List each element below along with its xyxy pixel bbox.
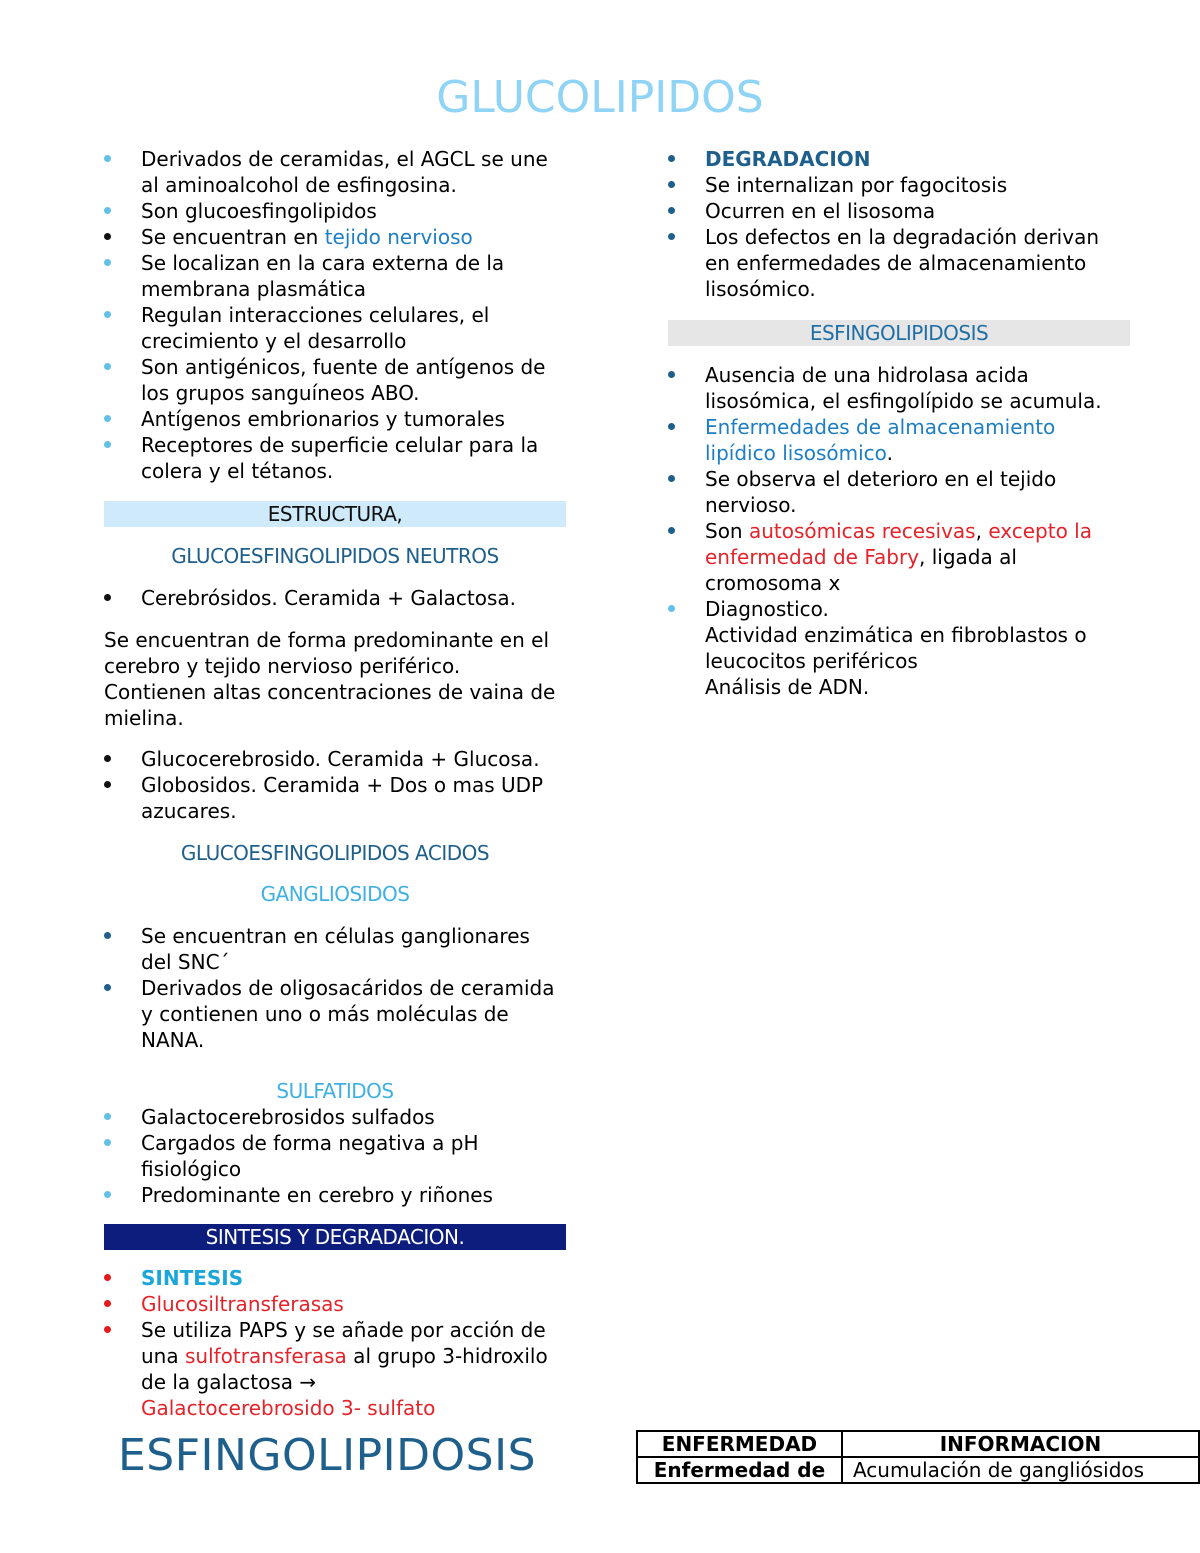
list-item: Se localizan en la cara externa de la membrana plasmática	[104, 250, 566, 302]
list-item: Ausencia de una hidrolasa acida lisosómica, el esfingolípido se acumula.	[668, 362, 1130, 414]
list-item: Cargados de forma negativa a pH fisiológico	[104, 1130, 566, 1182]
list-item: Se observa el deterioro en el tejido nervioso.	[668, 466, 1130, 518]
list-item: Son autosómicas recesivas, excepto la enfermedad de Fabry, ligada al cromosoma x	[668, 518, 1130, 596]
bullet-icon	[104, 415, 111, 422]
bullet-icon	[668, 423, 675, 430]
list-item: Se utiliza PAPS y se añade por acción de una sulfotransferasa al grupo 3-hidroxilo de la galactosa → Galactocerebrosido 3- sulfato	[104, 1317, 566, 1421]
bullet-icon	[104, 594, 111, 601]
list-item: Se internalizan por fagocitosis	[668, 172, 1130, 198]
left-column	[104, 146, 566, 1421]
bullet-icon	[668, 233, 675, 240]
table-header: ENFERMEDAD	[637, 1431, 842, 1457]
table-row	[637, 1457, 1199, 1483]
list-item: Enfermedades de almacenamiento lipídico lisosómico.	[668, 414, 1130, 466]
bullet-icon	[104, 932, 111, 939]
bullet-icon	[104, 233, 111, 240]
table-header-row	[637, 1431, 1199, 1457]
highlight-text: tejido nervioso	[324, 225, 473, 249]
bullet-icon	[104, 781, 111, 788]
bullet-icon	[668, 181, 675, 188]
page-title: GLUCOLIPIDOS	[436, 72, 764, 123]
estructura-bar: ESTRUCTURA,	[104, 501, 566, 527]
bullet-icon	[668, 371, 675, 378]
bullet-icon	[104, 1191, 111, 1198]
degradacion-list	[668, 146, 1130, 302]
neutros-heading: GLUCOESFINGOLIPIDOS NEUTROS	[171, 544, 499, 568]
right-column	[668, 146, 1130, 700]
list-item: Se encuentran en tejido nervioso	[104, 224, 566, 250]
bullet-icon	[104, 1139, 111, 1146]
neutros-list-2	[104, 746, 566, 824]
list-item: Galactocerebrosidos sulfados	[104, 1104, 566, 1130]
table-cell: Enfermedad de	[637, 1457, 842, 1483]
neutros-paragraph: Se encuentran de forma predominante en el cerebro y tejido nervioso periférico. Contienen altas concentraciones de vaina de mielina.	[104, 628, 556, 730]
esfingolipidosis-list	[668, 362, 1130, 700]
bullet-icon	[104, 1300, 111, 1307]
list-item: Cerebrósidos. Ceramida + Galactosa.	[104, 585, 566, 611]
intro-list	[104, 146, 566, 484]
list-item: Los defectos en la degradación derivan en enfermedades de almacenamiento lisosómico.	[668, 224, 1130, 302]
sulfatidos-heading: SULFATIDOS	[276, 1079, 394, 1103]
list-item: Antígenos embrionarios y tumorales	[104, 406, 566, 432]
degradacion-label: DEGRADACION	[705, 147, 871, 171]
list-item: Glucocerebrosido. Ceramida + Glucosa.	[104, 746, 566, 772]
list-item: Ocurren en el lisosoma	[668, 198, 1130, 224]
neutros-list	[104, 585, 566, 611]
disease-table	[636, 1430, 1200, 1484]
bullet-icon	[104, 1326, 111, 1333]
sintesis-bar: SINTESIS Y DEGRADACION.	[104, 1224, 566, 1250]
table-cell: Acumulación de gangliósidos	[842, 1457, 1199, 1483]
bullet-icon	[104, 1113, 111, 1120]
table-header: INFORMACION	[842, 1431, 1199, 1457]
list-item: Diagnostico. Actividad enzimática en fibroblastos o leucocitos periféricos Análisis de ADN.	[668, 596, 1130, 700]
list-item: Derivados de ceramidas, el AGCL se une al aminoalcohol de esfingosina.	[104, 146, 566, 198]
list-item: Globosidos. Ceramida + Dos o mas UDP azucares.	[104, 772, 566, 824]
list-item: Receptores de superficie celular para la colera y el tétanos.	[104, 432, 566, 484]
list-item: Son antigénicos, fuente de antígenos de los grupos sanguíneos ABO.	[104, 354, 566, 406]
bullet-icon	[104, 363, 111, 370]
bullet-icon	[104, 207, 111, 214]
bullet-icon	[104, 259, 111, 266]
bullet-icon	[104, 311, 111, 318]
acidos-heading: GLUCOESFINGOLIPIDOS ACIDOS	[180, 841, 490, 865]
bullet-icon	[104, 1274, 111, 1281]
bullet-icon	[668, 155, 675, 162]
list-item: Glucosiltransferasas	[104, 1291, 566, 1317]
bullet-icon	[668, 207, 675, 214]
bullet-icon	[104, 441, 111, 448]
sulfatidos-list	[104, 1104, 566, 1208]
list-item: Se encuentran en células ganglionares del SNC´	[104, 923, 566, 975]
list-item: Regulan interacciones celulares, el crecimiento y el desarrollo	[104, 302, 566, 354]
list-item: Predominante en cerebro y riñones	[104, 1182, 566, 1208]
list-item	[668, 146, 1130, 172]
bullet-icon	[668, 475, 675, 482]
esfingolipidosis-bar: ESFINGOLIPIDOSIS	[668, 320, 1130, 346]
bullet-icon	[668, 527, 675, 534]
list-item	[104, 1265, 566, 1291]
gangliosidos-heading: GANGLIOSIDOS	[260, 882, 410, 906]
bullet-icon	[104, 155, 111, 162]
bullet-icon	[668, 605, 675, 612]
list-item: Son glucoesfingolipidos	[104, 198, 566, 224]
bullet-icon	[104, 755, 111, 762]
arrow-icon: →	[299, 1370, 317, 1394]
list-item: Derivados de oligosacáridos de ceramida y contienen uno o más moléculas de NANA.	[104, 975, 566, 1053]
sintesis-list	[104, 1265, 566, 1421]
sintesis-label: SINTESIS	[141, 1266, 244, 1290]
bullet-icon	[104, 984, 111, 991]
gangliosidos-list	[104, 923, 566, 1053]
section-title: ESFINGOLIPIDOSIS	[118, 1430, 537, 1481]
